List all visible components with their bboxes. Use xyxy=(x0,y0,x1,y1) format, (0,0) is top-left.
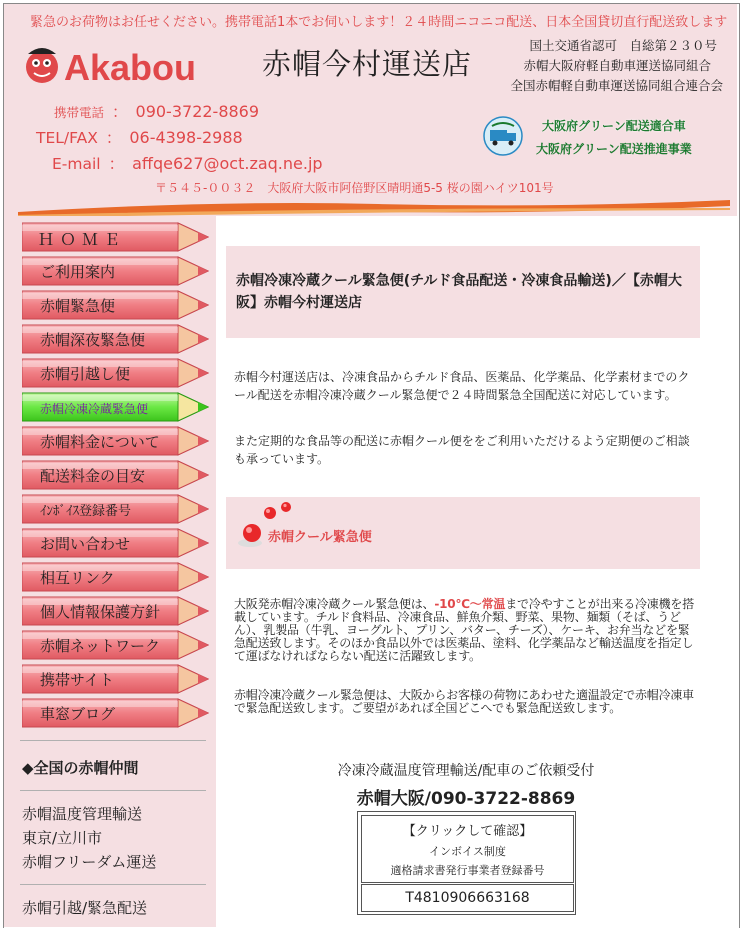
nav-guide[interactable]: ご利用案内 xyxy=(22,256,210,286)
email-contact: E-mail ： affqe627@oct.zaq.ne.jp xyxy=(52,154,323,173)
green-badge-2: 大阪府グリーン配送推進事業 xyxy=(536,142,692,156)
intro-paragraph-2: また定期的な食品等の配送に赤帽クール便ををご利用いただけるよう定期便のご相談も承っています。 xyxy=(234,434,690,466)
mobile-number[interactable]: 090-3722-8869 xyxy=(135,102,260,121)
nav-invoice-number[interactable]: ｲﾝﾎﾞｲｽ登録番号 xyxy=(22,494,210,524)
nav-late-night[interactable]: 赤帽深夜緊急便 xyxy=(22,324,210,354)
address: 〒５４５-００３２ 大阪府大阪市阿倍野区晴明通5-5 桜の園ハイツ101号 xyxy=(155,181,554,195)
order-text: 冷凍冷蔵温度管理輸送/配車のご依頼受付 xyxy=(337,763,595,779)
telfax-contact: TEL/FAX ： 06-4398-2988 xyxy=(36,128,243,147)
nav-home[interactable]: ＨＯＭＥ xyxy=(22,222,210,252)
mobile-label: 携帯電話 xyxy=(53,105,104,120)
mascot-icon xyxy=(26,48,58,83)
order-phone[interactable]: 赤帽大阪/090-3722-8869 xyxy=(356,789,576,809)
mobile-contact: 携帯電話 ： 090-3722-8869 xyxy=(48,100,259,122)
nav-moving[interactable]: 赤帽引越し便 xyxy=(22,358,210,388)
license-line-3: 全国赤帽軽自動車運送協同組合連合会 xyxy=(510,78,723,93)
nav-fee-guide[interactable]: 配送料金の目安 xyxy=(22,460,210,490)
nav-emergency[interactable]: 赤帽緊急便 xyxy=(22,290,210,320)
nav-pricing[interactable]: 赤帽料金について xyxy=(22,426,210,456)
title-box xyxy=(226,246,700,338)
logo-text: Akabou xyxy=(64,47,197,88)
sidebar-divider xyxy=(20,884,206,885)
nav-contact[interactable]: お問い合わせ xyxy=(22,528,210,558)
license-line-2: 赤帽大阪府軽自動車運送協同組合 xyxy=(523,58,711,73)
marquee-banner: 緊急のお荷物はお任せください。携帯電話1本でお伺いします！２４時間ニコニコ配送、日本全国貸切直行配送致します xyxy=(30,15,728,29)
akabou-logo[interactable] xyxy=(20,40,230,90)
side-link-freedom[interactable]: 赤帽フリーダム運送 xyxy=(22,853,157,871)
green-delivery-truck-icon xyxy=(482,116,524,156)
invoice-registration-label: 適格請求書発行事業者登録番号 xyxy=(390,864,545,877)
side-link-tokyo[interactable]: 東京/立川市 xyxy=(22,829,103,847)
invoice-info-cell[interactable] xyxy=(361,815,574,883)
intro-paragraph-1: 赤帽今村運送店は、冷凍食品からチルド食品、医薬品、化学薬品、化学素材までのクール配送を赤帽冷凍冷蔵クール緊急便で２４時間緊急全国配送に対応しています。 xyxy=(234,370,690,402)
cold-delivery-description: 大阪発赤帽冷凍冷蔵クール緊急便は、-10℃～常温まで冷やすことが出来る冷凍機を搭載しています。チルド食料品、冷凍食品、鮮魚介類、野菜、果物、麺類（そば、うどん）、乳製品（牛乳、ヨーグルト、プリン、バター、チーズ）、ケーキ、お弁当などを緊急配送致します。そのほか食品以外では医薬品、塗料、化学薬品など輸送温度を指定して運ばなければならない配送に活躍致します。 xyxy=(234,597,694,663)
nav-links[interactable]: 相互リンク xyxy=(22,562,210,592)
company-name: 赤帽今村運送店 xyxy=(262,47,473,81)
side-link-temp-control[interactable]: 赤帽温度管理輸送 xyxy=(22,805,143,823)
telfax-label: TEL/FAX xyxy=(36,129,98,147)
sidebar-divider xyxy=(20,740,206,741)
email-label: E-mail xyxy=(52,155,101,173)
nav-privacy[interactable]: 個人情報保護方針 xyxy=(22,596,210,626)
invoice-system-label: インボイス制度 xyxy=(429,845,506,858)
cold-delivery-description-2: 赤帽冷凍冷蔵クール緊急便は、大阪からお客様の荷物にあわせた適温設定で赤帽冷凍車で緊急配送致します。ご要望があれば全国どこへでも緊急配送致します。 xyxy=(234,688,694,715)
green-badge-1: 大阪府グリーン配送適合車 xyxy=(542,119,686,133)
temperature-range: -10℃～常温 xyxy=(434,597,506,611)
invoice-table[interactable] xyxy=(357,811,576,915)
invoice-click-label[interactable]: 【クリックして確認】 xyxy=(402,824,533,839)
page-title: 赤帽冷凍冷蔵クール緊急便(チルド食品配送・冷凍食品輸送)／【赤帽大阪】赤帽今村運送店 xyxy=(236,273,682,311)
nakama-heading: ◆全国の赤帽仲間 xyxy=(22,759,139,777)
nav-network[interactable]: 赤帽ネットワーク xyxy=(22,630,210,660)
email-link[interactable]: affqe627@oct.zaq.ne.jp xyxy=(132,154,323,173)
side-link-moving-emergency[interactable]: 赤帽引越/緊急配送 xyxy=(22,899,148,917)
subsection-title: 赤帽クール緊急便 xyxy=(268,530,372,545)
nav-cold-delivery[interactable]: 赤帽冷凍冷蔵緊急便 xyxy=(22,392,210,422)
nav-mobile-site[interactable]: 携帯サイト xyxy=(22,664,210,694)
nav-blog[interactable]: 車窓ブログ xyxy=(22,698,210,728)
header-swoosh-divider xyxy=(18,196,730,218)
license-line-1: 国土交通省認可 自総第２３０号 xyxy=(529,38,717,53)
telfax-number[interactable]: 06-4398-2988 xyxy=(129,128,243,147)
sidebar-nav xyxy=(22,222,210,732)
sidebar-divider xyxy=(20,790,206,791)
invoice-number: T4810906663168 xyxy=(361,884,574,912)
subsection-box xyxy=(226,497,700,569)
